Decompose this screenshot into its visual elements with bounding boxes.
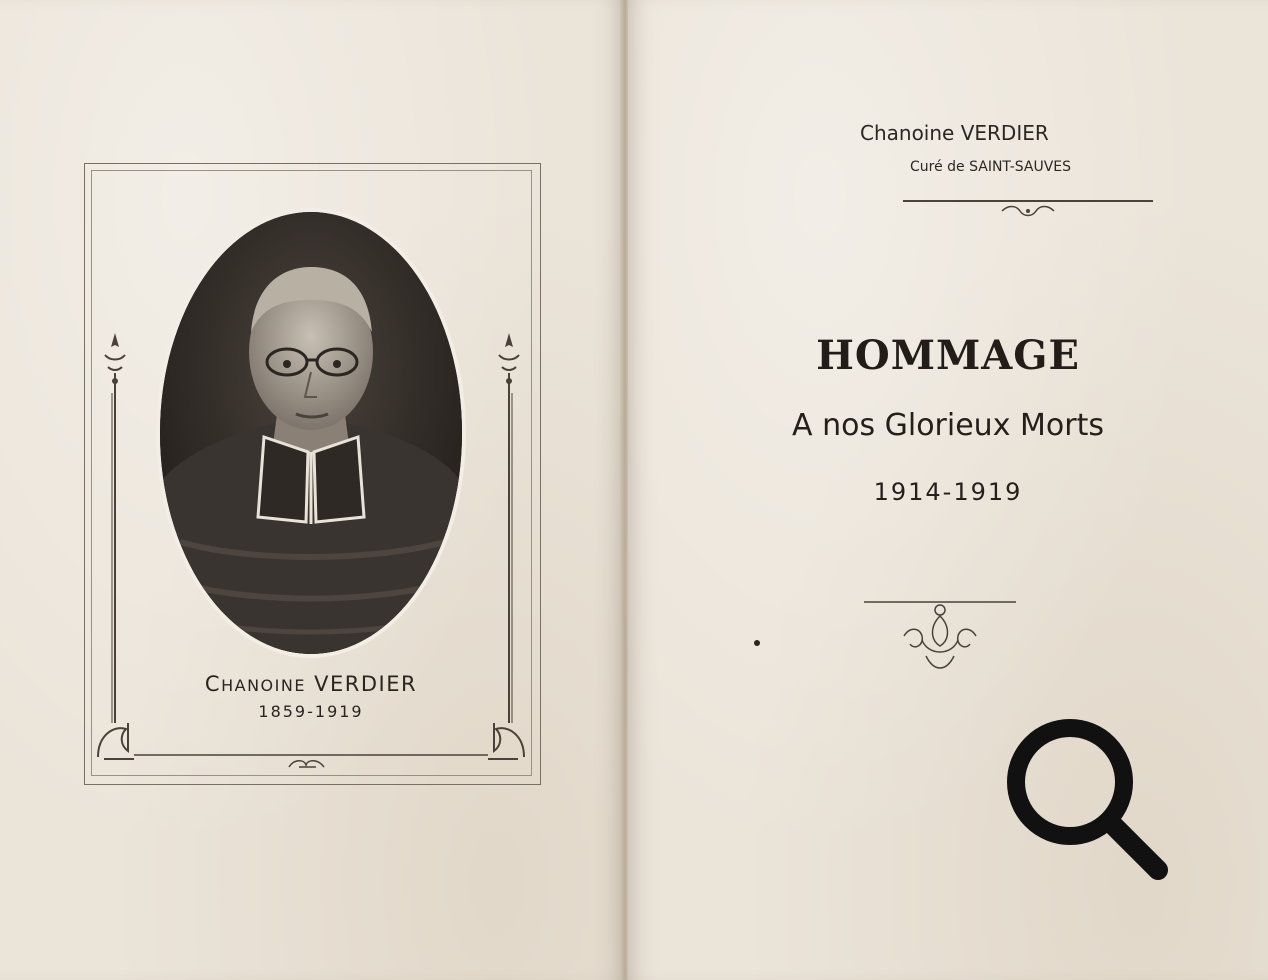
caption-firstname: HANOINE	[221, 676, 306, 695]
portrait-caption-dates: 1859-1919	[258, 702, 364, 721]
portrait-photo	[160, 212, 462, 654]
portrait-caption-name	[160, 672, 462, 696]
page-title: HOMMAGE	[816, 332, 1080, 379]
ink-speck	[754, 640, 760, 646]
caption-initial: C	[204, 672, 222, 696]
right-spear-ornament	[494, 333, 524, 733]
left-spear-ornament	[100, 333, 130, 733]
memorial-years: 1914-1919	[873, 478, 1023, 506]
caption-lastname: VERDIER	[314, 672, 418, 696]
fleuron-ornament	[864, 596, 1016, 678]
header-flourish	[1000, 203, 1056, 219]
author-title: Curé de SAINT-SAUVES	[910, 159, 1072, 175]
bottom-frame-ornament	[94, 715, 528, 775]
page-subtitle: A nos Glorieux Morts	[792, 408, 1104, 443]
author-name: Chanoine VERDIER	[860, 121, 1049, 145]
portrait-illustration	[160, 212, 462, 654]
bleed-through-text	[820, 228, 823, 244]
search-icon	[998, 710, 1174, 886]
search-button[interactable]	[998, 710, 1174, 886]
header-rule	[903, 200, 1153, 202]
